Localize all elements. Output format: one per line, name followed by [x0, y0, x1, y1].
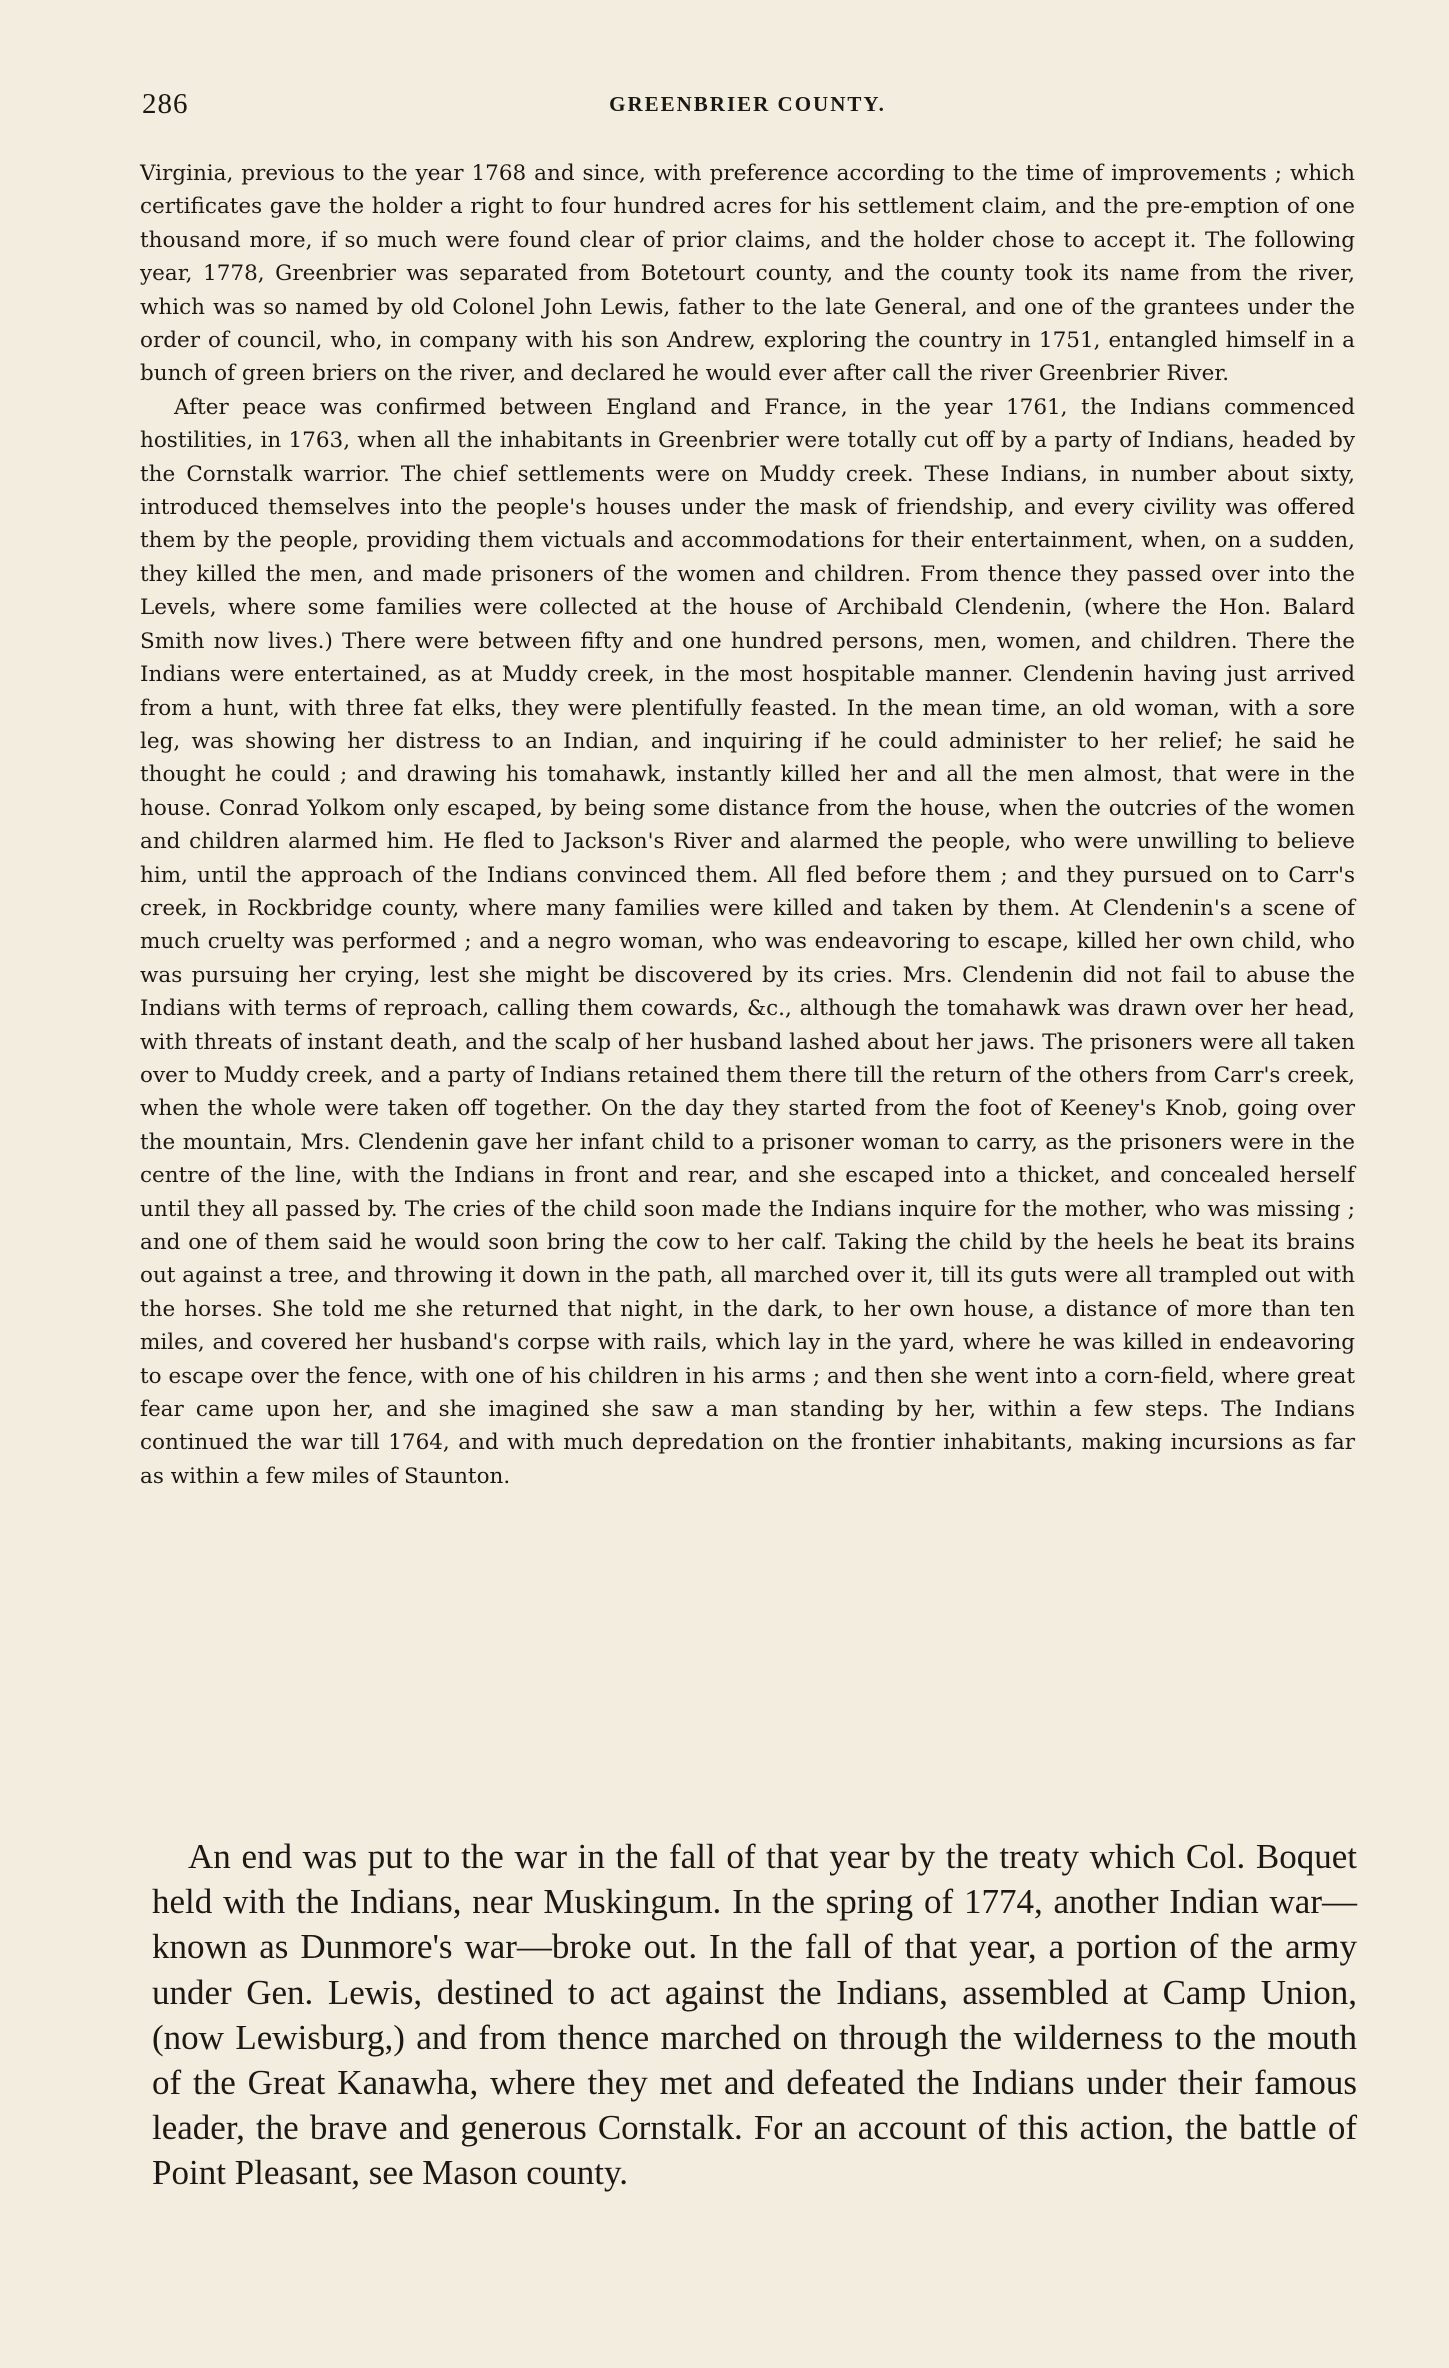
running-head: [140, 88, 1355, 128]
running-title: GREENBRIER COUNTY.: [609, 92, 886, 116]
paragraph-continued: Virginia, previous to the year 1768 and since, with preference according to the time of improvements ; which certificates gave the holder a right to four hundred acres for his settlement claim, and the pre-emption of one thousand more, if so much were found clear of prior claims, and the holder chose to accept it. The following year, 1778, Greenbrier was separated from Botetourt county, and the county took its name from the river, which was so named by old Colonel John Lewis, father to the late General, and one of the grantees under the order of council, who, in company with his son Andrew, exploring the country in 1751, entangled himself in a bunch of green briers on the river, and declared he would ever after call the river Greenbrier River.: [140, 161, 1355, 387]
paragraph-indian-war-1763: After peace was confirmed between England and France, in the year 1761, the Indians commenced hostilities, in 1763, when all the inhabitants in Greenbrier were totally cut off by a party of Indians, headed by the Cornstalk warrior. The chief settlements were on Muddy creek. These Indians, in number about sixty, introduced themselves into the people's houses under the mask of friendship, and every civility was offered them by the people, providing them victuals and accommodations for their entertainment, when, on a sudden, they killed the men, and made prisoners of the women and children. From thence they passed over into the Levels, where some families were collected at the house of Archibald Clendenin, (where the Hon. Balard Smith now lives.) There were between fifty and one hundred persons, men, women, and children. There the Indians were entertained, as at Muddy creek, in the most hospitable manner. Clendenin having just arrived from a hunt, with three fat elks, they were plentifully feasted. In the mean time, an old woman, with a sore leg, was showing her distress to an Indian, and inquiring if he could administer to her relief; he said he thought he could ; and drawing his tomahawk, instantly killed her and all the men almost, that were in the house. Conrad Yolkom only escaped, by being some distance from the house, when the outcries of the women and children alarmed him. He fled to Jackson's River and alarmed the people, who were unwilling to believe him, until the approach of the Indians convinced them. All fled before them ; and they pursued on to Carr's creek, in Rockbridge county, where many families were killed and taken by them. At Clendenin's a scene of much cruelty was performed ; and a negro woman, who was endeavoring to escape, killed her own child, who was pursuing her crying, lest she might be discovered by its cries. Mrs. Clendenin did not fail to abuse the Indians with terms of reproach, calling them cowards, &c., although the tomahawk was drawn over her head, with threats of instant death, and the scalp of her husband lashed about her jaws. The prisoners were all taken over to Muddy creek, and a party of Indians retained them there till the return of the others from Carr's creek, when the whole were taken off together. On the day they started from the foot of Keeney's Knob, going over the mountain, Mrs. Clendenin gave her infant child to a prisoner woman to carry, as the prisoners were in the centre of the line, with the Indians in front and rear, and she escaped into a thicket, and concealed herself until they all passed by. The cries of the child soon made the Indians inquire for the mother, who was missing ; and one of them said he would soon bring the cow to her calf. Taking the child by the heels he beat its brains out against a tree, and throwing it down in the path, all marched over it, till its guts were all trampled out with the horses. She told me she returned that night, in the dark, to her own house, a distance of more than ten miles, and covered her husband's corpse with rails, which lay in the yard, where he was killed in endeavoring to escape over the fence, with one of his children in his arms ; and then she went into a corn-field, where great fear came upon her, and she imagined she saw a man standing by her, within a few steps. The Indians continued the war till 1764, and with much depredation on the frontier inhabitants, making incursions as far as within a few miles of Staunton.: [140, 394, 1355, 1489]
paragraph-dunmores-war: An end was put to the war in the fall of that year by the treaty which Col. Boquet held with the Indians, near Muskingum. In the spring of 1774, another Indian war—known as Dunmore's war—broke out. In the fall of that year, a portion of the army under Gen. Lewis, destined to act against the Indians, assembled at Camp Union, (now Lewisburg,) and from thence marched on through the wilderness to the mouth of the Great Kanawha, where they met and defeated the Indians under their famous leader, the brave and generous Cornstalk. For an account of this action, the battle of Point Pleasant, see Mason county.: [152, 1837, 1357, 2193]
small-type-section: [140, 157, 1355, 1493]
large-type-section: [152, 1834, 1357, 2196]
page-number: 286: [142, 88, 189, 120]
